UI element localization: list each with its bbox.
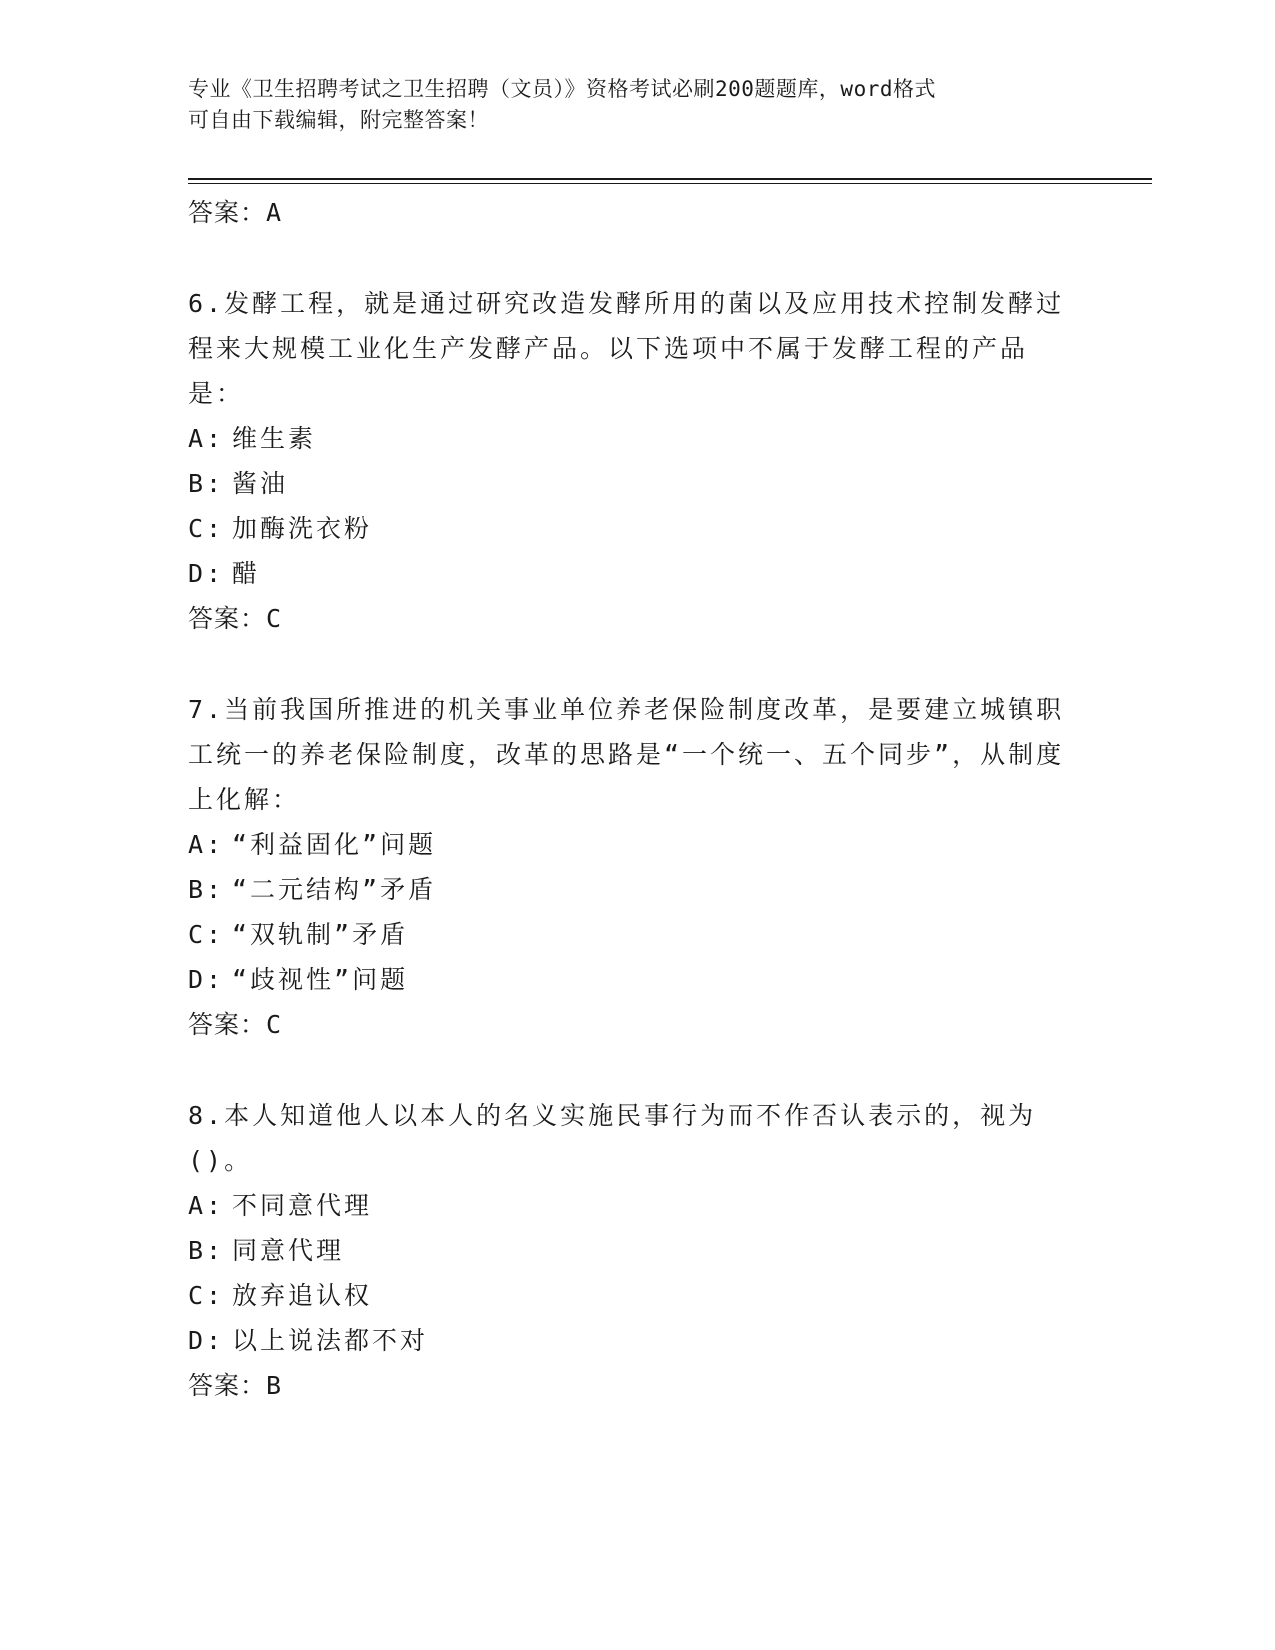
option-key: C: <box>188 920 225 949</box>
answer-label: 答案： <box>188 198 267 227</box>
answer-value: C <box>266 1010 283 1039</box>
answer-line <box>188 190 1068 235</box>
option-text: 同意代理 <box>232 1236 345 1265</box>
option-key: D: <box>188 1326 225 1355</box>
option-text: “歧视性”问题 <box>232 965 409 994</box>
option-text: 放弃追认权 <box>232 1281 373 1310</box>
option-a <box>188 822 1068 867</box>
option-d <box>188 957 1068 1002</box>
option-key: B: <box>188 1236 225 1265</box>
option-a <box>188 1183 1068 1228</box>
option-key: D: <box>188 965 225 994</box>
answer-value: B <box>266 1371 283 1400</box>
option-d <box>188 1318 1068 1363</box>
option-b <box>188 1228 1068 1273</box>
option-key: A: <box>188 424 225 453</box>
option-text: “双轨制”矛盾 <box>232 920 409 949</box>
question-block-8 <box>188 1093 1068 1408</box>
question-stem: 7.当前我国所推进的机关事业单位养老保险制度改革，是要建立城镇职工统一的养老保险制度，改革的思路是“一个统一、五个同步”，从制度上化解： <box>188 695 1065 814</box>
option-text: 加酶洗衣粉 <box>232 514 373 543</box>
question-block-7 <box>188 687 1068 1047</box>
option-b <box>188 867 1068 912</box>
document-body <box>188 190 1068 1408</box>
option-key: A: <box>188 1191 225 1220</box>
question-stem: 6.发酵工程，就是通过研究改造发酵所用的菌以及应用技术控制发酵过程来大规模工业化生产发酵产品。以下选项中不属于发酵工程的产品是： <box>188 289 1065 408</box>
answer-line <box>188 1002 1068 1047</box>
option-text: “二元结构”矛盾 <box>232 875 437 904</box>
option-a <box>188 416 1068 461</box>
answer-value: A <box>266 198 283 227</box>
answer-label: 答案： <box>188 1010 267 1039</box>
option-text: 不同意代理 <box>232 1191 373 1220</box>
option-text: 以上说法都不对 <box>232 1326 429 1355</box>
option-b <box>188 461 1068 506</box>
option-key: B: <box>188 469 225 498</box>
option-key: C: <box>188 1281 225 1310</box>
header-rule-thick <box>188 178 1152 180</box>
option-c <box>188 506 1068 551</box>
option-key: A: <box>188 830 225 859</box>
header-rule-thin <box>188 183 1152 184</box>
header-line-1: 专业《卫生招聘考试之卫生招聘（文员）》资格考试必刷200题题库，word格式 <box>188 77 936 101</box>
option-c <box>188 1273 1068 1318</box>
option-text: 维生素 <box>232 424 317 453</box>
option-text: 酱油 <box>232 469 289 498</box>
option-key: C: <box>188 514 225 543</box>
answer-label: 答案： <box>188 1371 267 1400</box>
option-text: “利益固化”问题 <box>232 830 437 859</box>
option-key: B: <box>188 875 225 904</box>
answer-line <box>188 596 1068 641</box>
option-c <box>188 912 1068 957</box>
header-line-2: 可自由下载编辑，附完整答案！ <box>188 108 489 132</box>
document-header <box>188 74 1068 136</box>
option-key: D: <box>188 559 225 588</box>
option-d <box>188 551 1068 596</box>
answer-label: 答案： <box>188 604 267 633</box>
answer-line <box>188 1363 1068 1408</box>
answer-value: C <box>266 604 283 633</box>
option-text: 醋 <box>232 559 261 588</box>
question-block-6 <box>188 281 1068 641</box>
question-stem: 8.本人知道他人以本人的名义实施民事行为而不作否认表示的，视为()。 <box>188 1101 1037 1175</box>
